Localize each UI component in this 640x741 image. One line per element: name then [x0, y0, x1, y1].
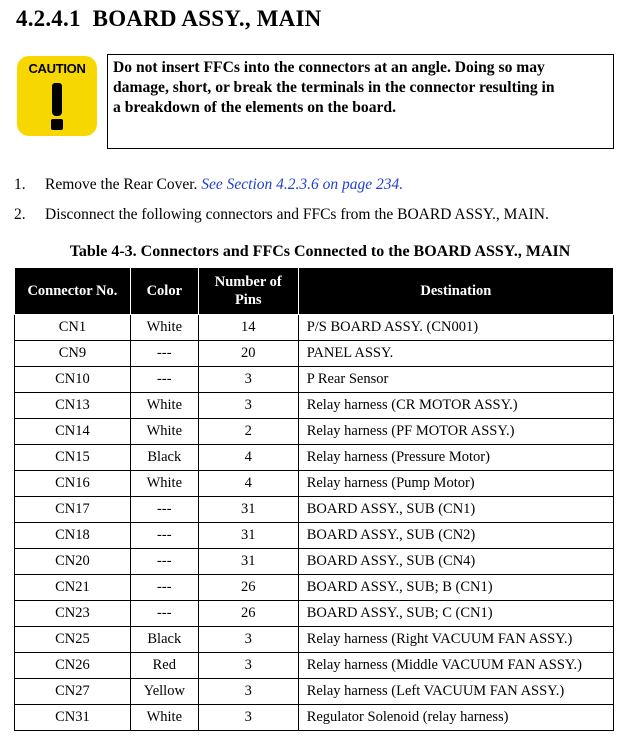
cell-pins: 14 [198, 315, 298, 341]
table-row [15, 549, 614, 575]
cell-destination: BOARD ASSY., SUB (CN4) [298, 549, 613, 575]
cell-destination: BOARD ASSY., SUB (CN1) [298, 497, 613, 523]
step-text: Remove the Rear Cover. [45, 176, 202, 193]
caution-message-box [107, 54, 614, 149]
table-row [15, 653, 614, 679]
cell-pins: 31 [198, 523, 298, 549]
section-link[interactable]: See Section 4.2.3.6 on page 234. [201, 176, 404, 193]
table-row [15, 497, 614, 523]
cell-connector-no: CN1 [15, 315, 131, 341]
cell-pins: 3 [198, 705, 298, 731]
step-number: 2. [14, 206, 26, 223]
cell-connector-no: CN25 [15, 627, 131, 653]
table-row [15, 705, 614, 731]
cell-connector-no: CN26 [15, 653, 131, 679]
cell-color: --- [130, 601, 198, 627]
cell-destination: BOARD ASSY., SUB; B (CN1) [298, 575, 613, 601]
cell-color: White [130, 419, 198, 445]
table-row [15, 393, 614, 419]
header-number-of-pins [198, 268, 298, 315]
cell-color: --- [130, 575, 198, 601]
cell-connector-no: CN13 [15, 393, 131, 419]
cell-destination: Relay harness (Left VACUUM FAN ASSY.) [298, 679, 613, 705]
cell-destination: Relay harness (Pump Motor) [298, 471, 613, 497]
cell-color: --- [130, 549, 198, 575]
caution-icon [17, 56, 97, 136]
cell-pins: 31 [198, 549, 298, 575]
section-number: 4.2.4.1 [16, 6, 81, 31]
exclamation-dot [51, 119, 63, 130]
cell-pins: 3 [198, 653, 298, 679]
cell-color: Yellow [130, 679, 198, 705]
exclamation-icon [52, 83, 62, 116]
header-destination: Destination [298, 268, 613, 315]
table-row [15, 471, 614, 497]
cell-connector-no: CN16 [15, 471, 131, 497]
cell-color: --- [130, 367, 198, 393]
cell-pins: 3 [198, 367, 298, 393]
cell-destination: Relay harness (PF MOTOR ASSY.) [298, 419, 613, 445]
cell-destination: Relay harness (Right VACUUM FAN ASSY.) [298, 627, 613, 653]
cell-connector-no: CN23 [15, 601, 131, 627]
cell-pins: 31 [198, 497, 298, 523]
cell-color: White [130, 705, 198, 731]
cell-connector-no: CN14 [15, 419, 131, 445]
cell-pins: 4 [198, 471, 298, 497]
cell-color: --- [130, 497, 198, 523]
cell-connector-no: CN10 [15, 367, 131, 393]
table-row [15, 627, 614, 653]
cell-pins: 3 [198, 627, 298, 653]
table-row [15, 315, 614, 341]
table-row [15, 367, 614, 393]
cell-color: White [130, 315, 198, 341]
cell-pins: 20 [198, 341, 298, 367]
cell-destination: BOARD ASSY., SUB; C (CN1) [298, 601, 613, 627]
cell-color: Red [130, 653, 198, 679]
cell-destination: P Rear Sensor [298, 367, 613, 393]
cell-connector-no: CN20 [15, 549, 131, 575]
cell-color: Black [130, 445, 198, 471]
cell-connector-no: CN31 [15, 705, 131, 731]
cell-connector-no: CN17 [15, 497, 131, 523]
step-2 [14, 206, 549, 224]
cell-connector-no: CN9 [15, 341, 131, 367]
cell-connector-no: CN15 [15, 445, 131, 471]
table-row [15, 679, 614, 705]
cell-destination: Relay harness (CR MOTOR ASSY.) [298, 393, 613, 419]
cell-pins: 2 [198, 419, 298, 445]
cell-color: --- [130, 341, 198, 367]
step-text: Disconnect the following connectors and FFCs from the BOARD ASSY., MAIN. [45, 206, 549, 223]
table-row [15, 419, 614, 445]
cell-pins: 3 [198, 679, 298, 705]
caution-line: a breakdown of the elements on the board. [113, 99, 397, 116]
header-connector-no: Connector No. [15, 268, 131, 315]
caution-line: Do not insert FFCs into the connectors at an angle. Doing so may [113, 59, 545, 76]
section-heading [16, 6, 321, 32]
cell-color: --- [130, 523, 198, 549]
header-pins-label: Number of Pins [214, 274, 282, 308]
cell-destination: Regulator Solenoid (relay harness) [298, 705, 613, 731]
cell-pins: 3 [198, 393, 298, 419]
table-row [15, 601, 614, 627]
table-row [15, 445, 614, 471]
cell-destination: BOARD ASSY., SUB (CN2) [298, 523, 613, 549]
table-title: Table 4-3. Connectors and FFCs Connected to the BOARD ASSY., MAIN [69, 243, 571, 260]
cell-pins: 26 [198, 601, 298, 627]
cell-connector-no: CN18 [15, 523, 131, 549]
cell-connector-no: CN21 [15, 575, 131, 601]
cell-color: Black [130, 627, 198, 653]
caution-line: damage, short, or break the terminals in the connector resulting in [113, 79, 555, 96]
cell-pins: 4 [198, 445, 298, 471]
cell-connector-no: CN27 [15, 679, 131, 705]
cell-pins: 26 [198, 575, 298, 601]
caution-label: CAUTION [28, 61, 86, 76]
step-1 [14, 176, 403, 194]
section-title: BOARD ASSY., MAIN [92, 6, 322, 31]
cell-destination: PANEL ASSY. [298, 341, 613, 367]
header-color: Color [130, 268, 198, 315]
cell-color: White [130, 471, 198, 497]
cell-color: White [130, 393, 198, 419]
cell-destination: P/S BOARD ASSY. (CN001) [298, 315, 613, 341]
cell-destination: Relay harness (Pressure Motor) [298, 445, 613, 471]
cell-destination: Relay harness (Middle VACUUM FAN ASSY.) [298, 653, 613, 679]
connector-table [14, 267, 614, 731]
table-row [15, 523, 614, 549]
table-row [15, 575, 614, 601]
step-number: 1. [14, 176, 26, 193]
table-header-row [15, 268, 614, 315]
table-row [15, 341, 614, 367]
